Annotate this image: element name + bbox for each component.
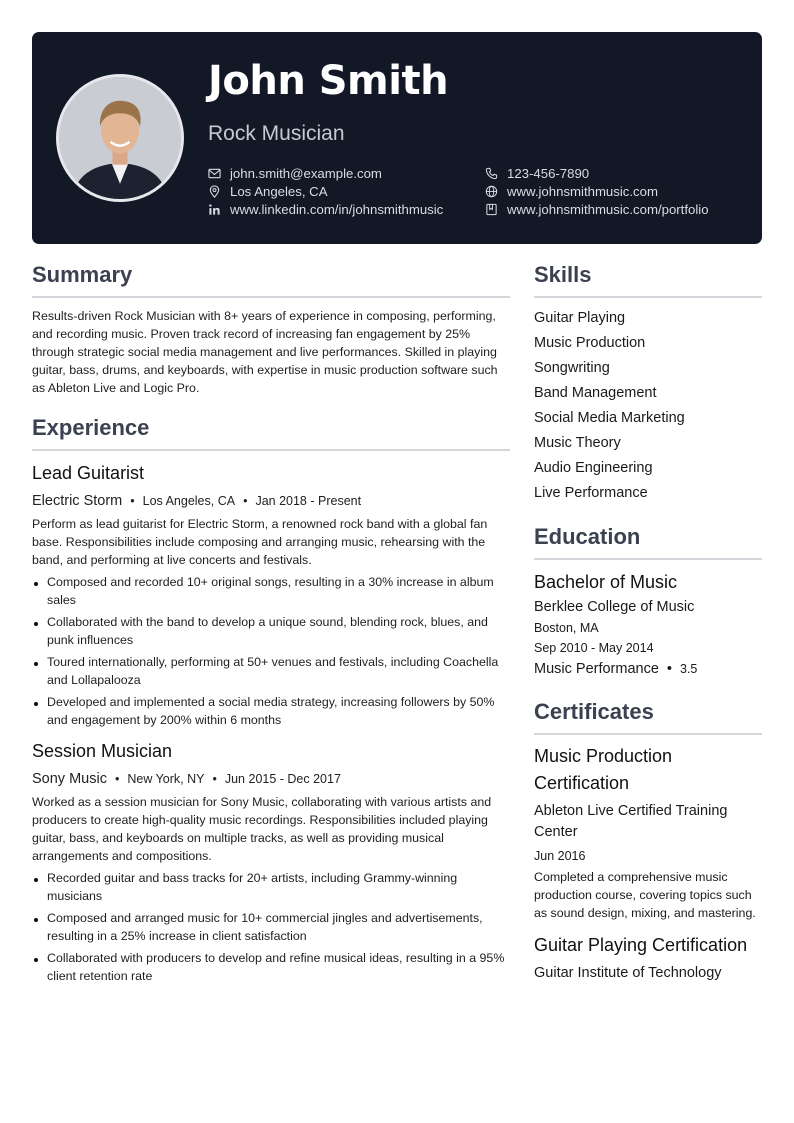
skills-list bbox=[534, 306, 762, 506]
candidate-role: Rock Musician bbox=[208, 122, 345, 145]
education-gpa: 3.5 bbox=[679, 662, 698, 676]
skill-item: Social Media Marketing bbox=[534, 410, 685, 426]
skill-item: Band Management bbox=[534, 385, 657, 401]
job-description: Perform as lead guitarist for Electric Storm, a renowned rock band with a global fan base. Responsibilities include composing and arranging music, rehearsing with the band, and performing at live concerts and festivals. bbox=[32, 517, 488, 567]
education-major: Music Performance bbox=[534, 661, 659, 677]
contact-website[interactable] bbox=[485, 183, 709, 201]
certificate-name: Guitar Playing Certification bbox=[534, 935, 748, 955]
mail-icon bbox=[208, 167, 223, 182]
job-title: Lead Guitarist bbox=[32, 463, 145, 483]
right-column bbox=[534, 262, 762, 984]
job-entry bbox=[32, 463, 510, 729]
education-dates: Sep 2010 - May 2014 bbox=[534, 641, 654, 655]
job-description: Worked as a session musician for Sony Music, collaborating with various artists and producers to create high-quality music recordings. Responsibilities included playing guitar, bass, and keyboards on multiple tracks, as well as providing musical arrangements and compositions. bbox=[32, 795, 492, 863]
job-company: Sony Music bbox=[32, 771, 107, 787]
skill-item: Audio Engineering bbox=[534, 460, 653, 476]
portfolio-text: www.johnsmithmusic.com/portfolio bbox=[507, 202, 709, 217]
separator-dot: • bbox=[243, 494, 248, 508]
certificate-name: Music Production Certification bbox=[534, 746, 673, 793]
education-field bbox=[534, 661, 762, 677]
linkedin-text: www.linkedin.com/in/johnsmithmusic bbox=[230, 202, 444, 217]
job-bullets bbox=[32, 869, 510, 985]
separator-dot: • bbox=[666, 661, 672, 677]
list-item: Developed and implemented a social media strategy, increasing followers by 50% and engagement by 200% within 6 months bbox=[32, 693, 510, 729]
skills-heading: Skills bbox=[534, 262, 762, 298]
education-location: Boston, MA bbox=[534, 621, 599, 635]
website-text: www.johnsmithmusic.com bbox=[507, 184, 658, 199]
skill-item: Live Performance bbox=[534, 485, 648, 501]
person-portrait-icon bbox=[59, 77, 181, 199]
list-item: Composed and recorded 10+ original songs, resulting in a 30% increase in album sales bbox=[32, 573, 510, 609]
certificate-entry bbox=[534, 932, 762, 984]
certificate-date: Jun 2016 bbox=[534, 849, 586, 863]
summary-section bbox=[32, 262, 510, 397]
skill-item: Music Production bbox=[534, 335, 646, 351]
contact-email[interactable] bbox=[208, 165, 443, 183]
contact-list-right bbox=[485, 165, 709, 219]
job-meta bbox=[32, 771, 510, 787]
list-item: Collaborated with the band to develop a unique sound, blending rock, blues, and punk influences bbox=[32, 613, 510, 649]
skills-section bbox=[534, 262, 762, 506]
certificate-entry bbox=[534, 743, 762, 922]
education-degree: Bachelor of Music bbox=[534, 572, 678, 592]
contact-portfolio[interactable] bbox=[485, 201, 709, 219]
separator-dot: • bbox=[212, 772, 217, 786]
phone-icon bbox=[485, 167, 500, 182]
certificate-issuer: Guitar Institute of Technology bbox=[534, 965, 722, 981]
skill-item: Songwriting bbox=[534, 360, 610, 376]
job-title: Session Musician bbox=[32, 741, 173, 761]
certificate-issuer: Ableton Live Certified Training Center bbox=[534, 803, 728, 840]
contact-location bbox=[208, 183, 443, 201]
summary-text: Results-driven Rock Musician with 8+ years of experience in composing, performing, and recording music. Proven track record of increasing fan engagement by 25% through strategic social media management and live performances. Skilled in playing guitar, bass, drums, and keyboards, with expertise in music production software such as Ableton Live and Logic Pro. bbox=[32, 309, 498, 395]
separator-dot: • bbox=[130, 494, 135, 508]
list-item: Recorded guitar and bass tracks for 20+ artists, including Grammy-winning musicians bbox=[32, 869, 510, 905]
linkedin-icon bbox=[208, 203, 223, 218]
job-dates: Jan 2018 - Present bbox=[255, 494, 362, 508]
skill-item: Guitar Playing bbox=[534, 310, 626, 326]
job-meta bbox=[32, 493, 510, 509]
education-school: Berklee College of Music bbox=[534, 599, 695, 615]
job-entry bbox=[32, 741, 510, 985]
education-heading: Education bbox=[534, 524, 762, 560]
certificates-heading: Certificates bbox=[534, 699, 762, 735]
job-location: New York, NY bbox=[127, 772, 205, 786]
experience-section bbox=[32, 415, 510, 985]
education-section bbox=[534, 524, 762, 677]
email-text: john.smith@example.com bbox=[230, 166, 382, 181]
contact-phone[interactable] bbox=[485, 165, 709, 183]
list-item: Toured internationally, performing at 50+ venues and festivals, including Coachella and Lollapalooza bbox=[32, 653, 510, 689]
list-item: Composed and arranged music for 10+ commercial jingles and advertisements, resulting in a 25% increase in client satisfaction bbox=[32, 909, 510, 945]
job-company: Electric Storm bbox=[32, 493, 123, 509]
certificates-section bbox=[534, 699, 762, 984]
list-item: Collaborated with producers to develop and refine musical ideas, resulting in a 95% client retention rate bbox=[32, 949, 510, 985]
experience-heading: Experience bbox=[32, 415, 510, 451]
separator-dot: • bbox=[114, 772, 120, 786]
globe-icon bbox=[485, 185, 500, 200]
skill-item: Music Theory bbox=[534, 435, 621, 451]
portfolio-icon bbox=[485, 203, 500, 218]
candidate-name: John Smith bbox=[208, 58, 449, 104]
location-icon bbox=[208, 185, 223, 200]
job-location: Los Angeles, CA bbox=[142, 494, 236, 508]
job-bullets bbox=[32, 573, 510, 729]
summary-heading: Summary bbox=[32, 262, 510, 298]
contact-linkedin[interactable] bbox=[208, 201, 443, 219]
contact-list-left bbox=[208, 165, 443, 219]
left-column bbox=[32, 262, 510, 985]
job-dates: Jun 2015 - Dec 2017 bbox=[224, 772, 341, 786]
location-text: Los Angeles, CA bbox=[230, 184, 328, 199]
certificate-description: Completed a comprehensive music production course, covering topics such as sound design, mixing, and mastering. bbox=[534, 870, 756, 920]
resume-header bbox=[32, 32, 762, 244]
profile-photo bbox=[56, 74, 184, 202]
phone-text: 123-456-7890 bbox=[507, 166, 590, 181]
